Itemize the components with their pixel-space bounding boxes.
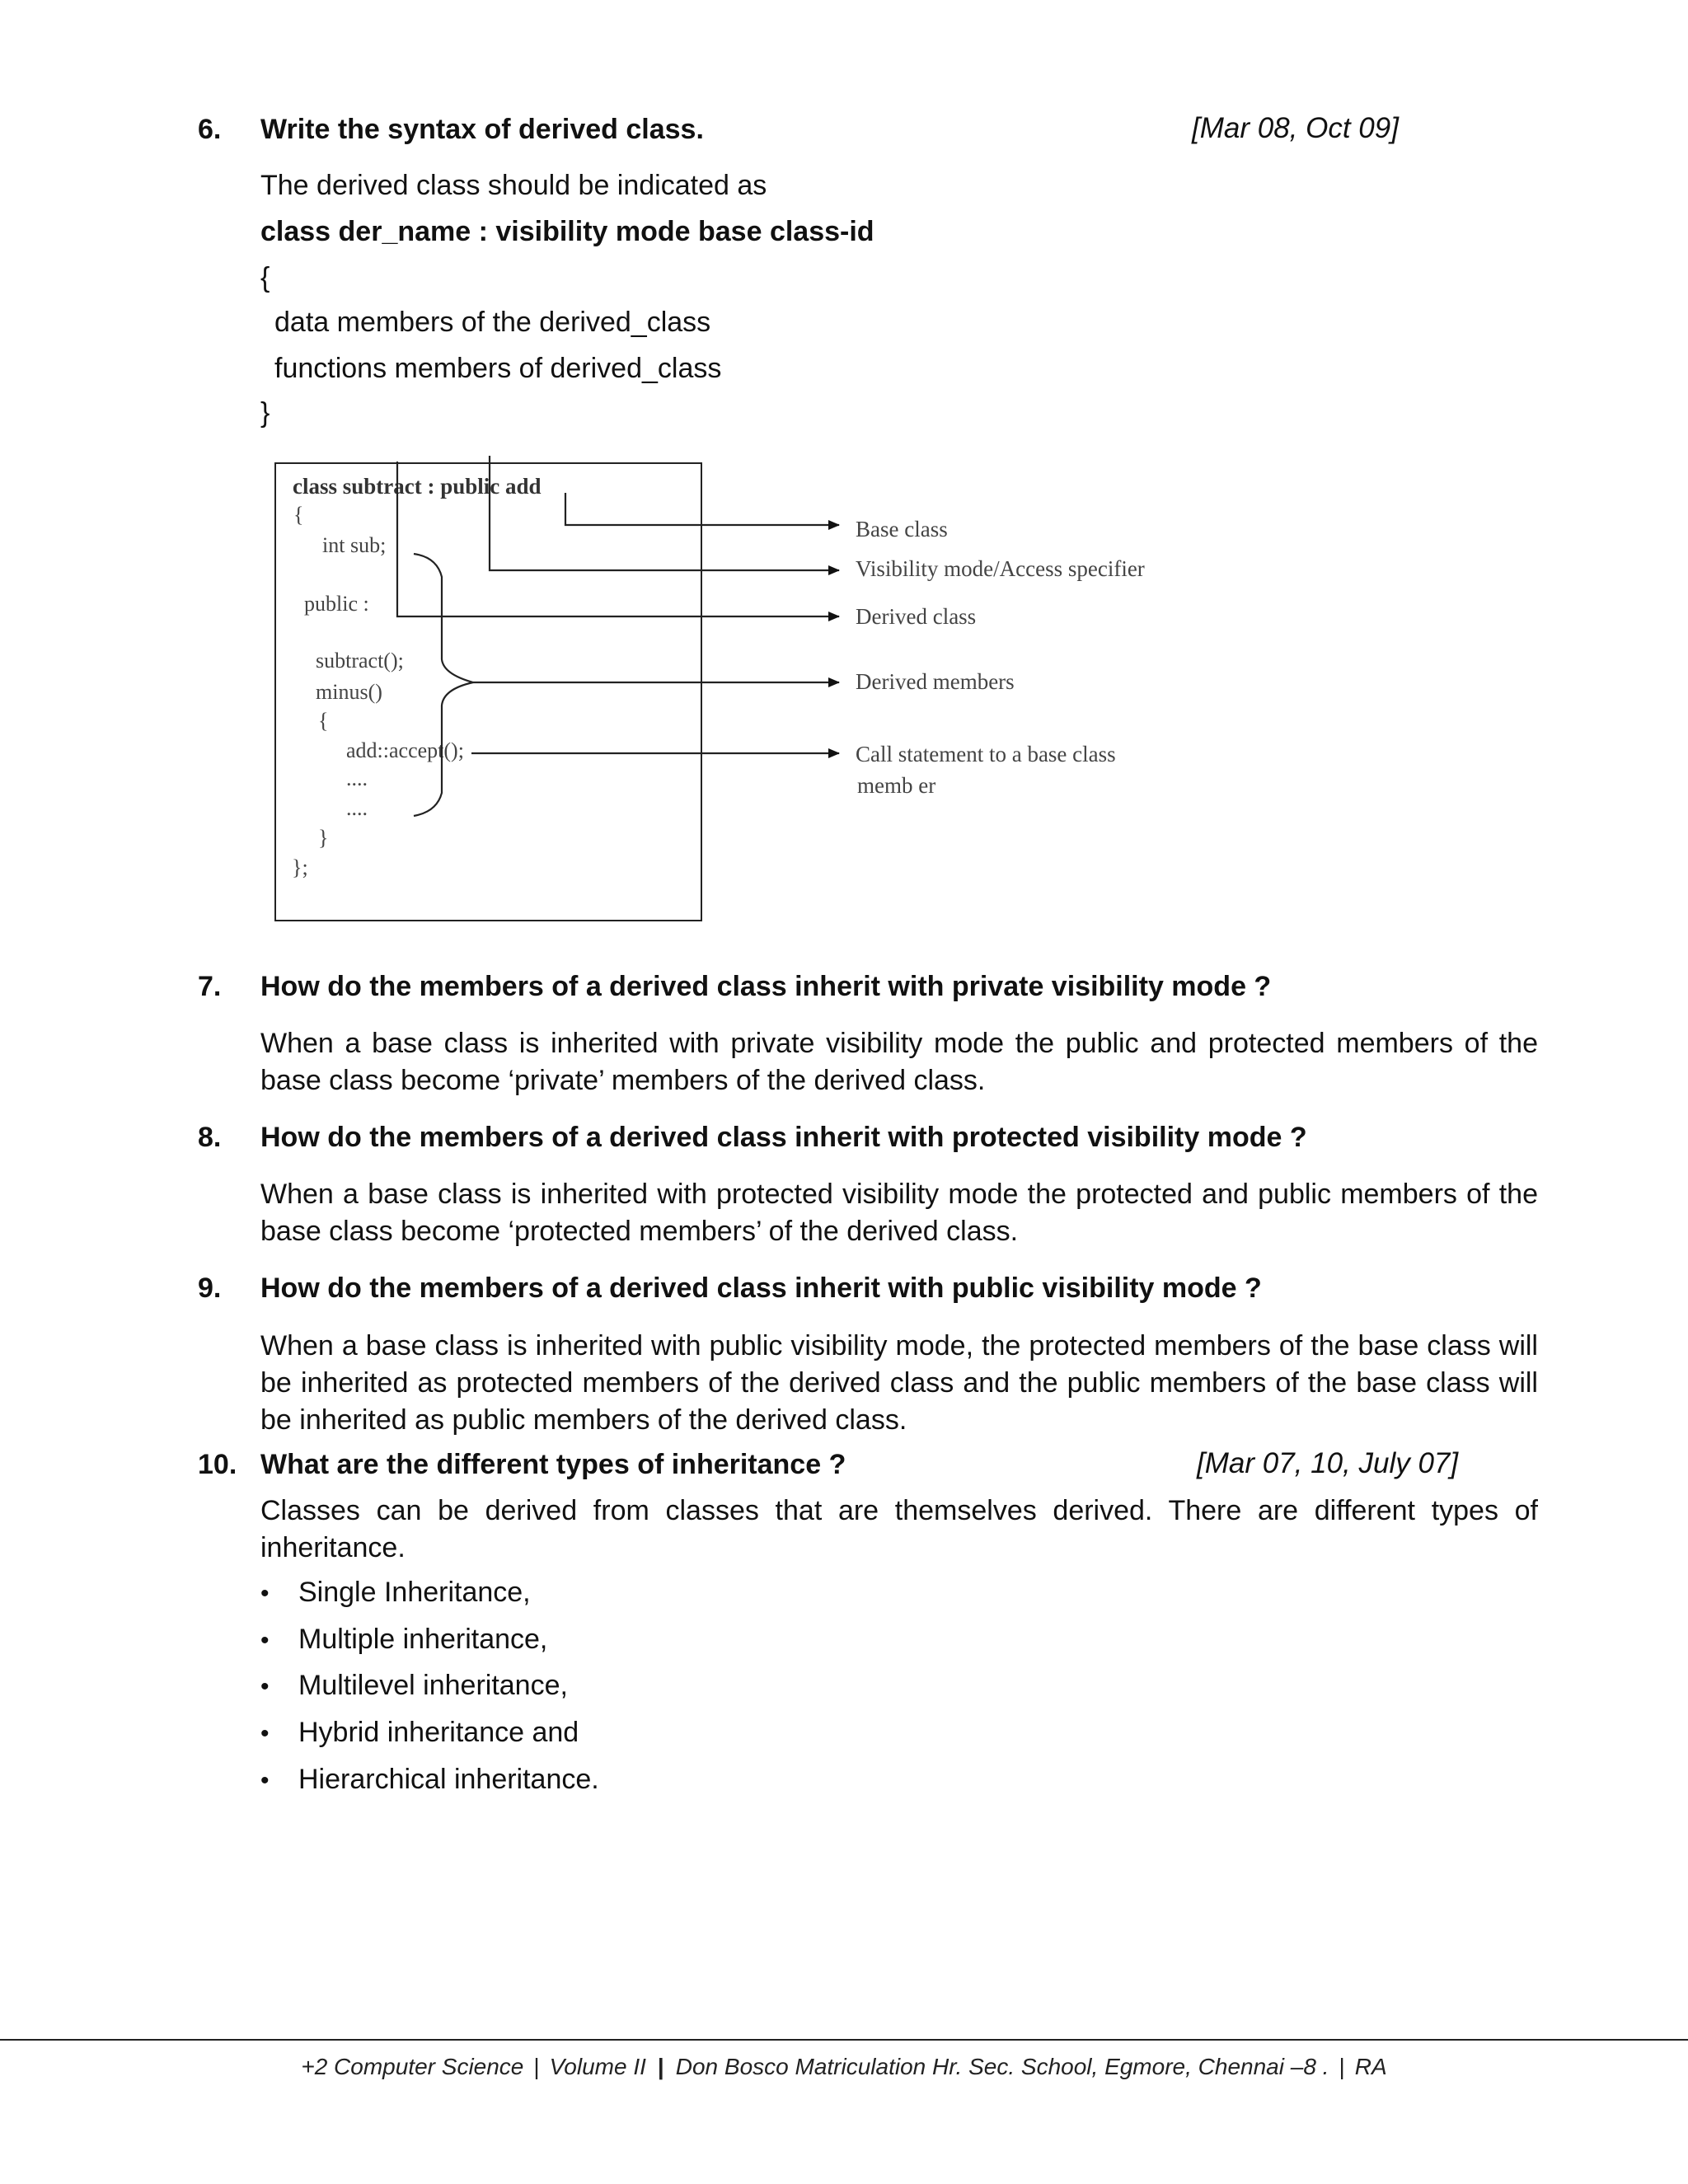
label-call-statement-cont: memb er <box>857 773 936 798</box>
footer-separator-bold: | <box>657 2054 664 2079</box>
code-inner-open-brace: { <box>318 709 329 733</box>
code-ellipsis-1: .... <box>346 766 368 790</box>
syntax-data-members: data members of the derived_class <box>274 307 711 338</box>
inheritance-type: Multilevel inheritance, <box>298 1670 568 1701</box>
footer-divider <box>0 2039 1688 2041</box>
syntax-open-brace: { <box>260 262 270 293</box>
members-curly-brace <box>414 554 473 816</box>
footer-initials: RA <box>1354 2054 1387 2079</box>
bullet-icon: • <box>260 1627 270 1654</box>
footer-separator: | <box>533 2054 540 2079</box>
list-item <box>260 1624 547 1656</box>
code-close-brace: }; <box>292 855 308 879</box>
label-base-class: Base class <box>856 517 948 541</box>
visibility-connector <box>490 456 839 570</box>
code-minus: minus() <box>316 680 382 704</box>
answer-10: Classes can be derived from classes that are themselves derived. There are different types of inheritance. <box>260 1495 1538 1563</box>
syntax-intro: The derived class should be indicated as <box>260 170 767 201</box>
syntax-declaration: class der_name : visibility mode base class-id <box>260 216 874 247</box>
code-ellipsis-2: .... <box>346 796 368 820</box>
answer-7: When a base class is inherited with private visibility mode the public and protected members of the base class become ‘private’ members of the derived class. <box>260 1028 1538 1096</box>
bullet-icon: • <box>260 1720 270 1747</box>
base-class-connector <box>565 493 839 525</box>
inheritance-type: Hybrid inheritance and <box>298 1717 579 1748</box>
question-number-9: 9. <box>198 1272 222 1304</box>
code-int-sub: int sub; <box>322 533 387 557</box>
question-number-6: 6. <box>198 114 222 145</box>
code-class-declaration: class subtract : public add <box>293 474 542 499</box>
page-footer <box>0 2054 1688 2080</box>
code-base-call: add::accept(); <box>346 738 464 762</box>
footer-separator: | <box>1339 2054 1345 2079</box>
list-item <box>260 1764 599 1796</box>
question-title-9: How do the members of a derived class inherit with public visibility mode ? <box>260 1272 1262 1304</box>
list-item <box>260 1577 531 1609</box>
derived-class-connector <box>397 462 839 616</box>
label-derived-class: Derived class <box>856 604 977 629</box>
list-item <box>260 1717 579 1749</box>
footer-subject: +2 Computer Science <box>301 2054 524 2079</box>
question-title-8: How do the members of a derived class inherit with protected visibility mode ? <box>260 1122 1307 1153</box>
question-number-8: 8. <box>198 1122 222 1153</box>
footer-school: Don Bosco Matriculation Hr. Sec. School, Egmore, Chennai –8 . <box>675 2054 1329 2079</box>
bullet-icon: • <box>260 1767 270 1794</box>
syntax-function-members: functions members of derived_class <box>274 353 722 384</box>
code-public: public : <box>304 592 369 616</box>
bullet-icon: • <box>260 1580 270 1607</box>
footer-volume: Volume II <box>549 2054 646 2079</box>
inheritance-type: Hierarchical inheritance. <box>298 1764 599 1795</box>
label-call-statement: Call statement to a base class <box>856 742 1116 766</box>
list-item <box>260 1670 568 1702</box>
label-derived-members: Derived members <box>856 669 1015 694</box>
question-title-10: What are the different types of inheritance ? <box>260 1449 846 1480</box>
bullet-icon: • <box>260 1673 270 1700</box>
code-open-brace: { <box>293 503 304 527</box>
code-constructor: subtract(); <box>316 649 404 673</box>
inheritance-type: Multiple inheritance, <box>298 1624 548 1655</box>
question-title-7: How do the members of a derived class inherit with private visibility mode ? <box>260 971 1272 1002</box>
syntax-close-brace: } <box>260 397 270 429</box>
exam-reference-q6: [Mar 08, Oct 09] <box>1192 112 1399 144</box>
inheritance-type: Single Inheritance, <box>298 1577 531 1608</box>
question-number-7: 7. <box>198 971 222 1002</box>
exam-reference-q10: [Mar 07, 10, July 07] <box>1197 1447 1459 1479</box>
answer-8: When a base class is inherited with protected visibility mode the protected and public members of the base class become ‘protected members’ of the derived class. <box>260 1179 1538 1247</box>
question-title-6: Write the syntax of derived class. <box>260 114 704 145</box>
answer-9: When a base class is inherited with public visibility mode, the protected members of the base class will be inherited as protected members of the derived class and the public members of the base class will be inherited as public members of the derived class. <box>260 1330 1538 1436</box>
diagram-connectors <box>0 0 1688 989</box>
code-inner-close-brace: } <box>318 826 329 850</box>
question-number-10: 10. <box>198 1449 237 1480</box>
label-visibility-mode: Visibility mode/Access specifier <box>856 556 1145 581</box>
